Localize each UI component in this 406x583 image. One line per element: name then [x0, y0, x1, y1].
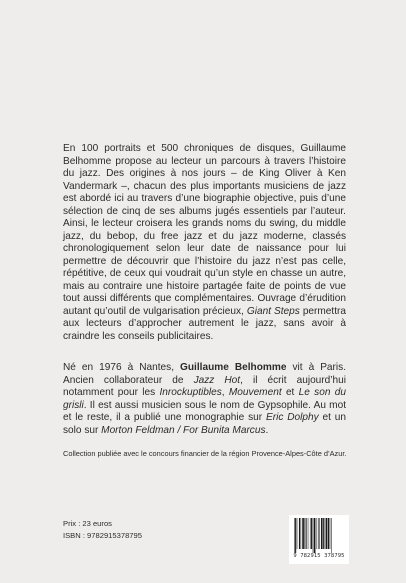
funding-credit: Collection publiée avec le concours financier de la région Provence-Alpes-Côte d’Azur. [63, 449, 347, 458]
barcode-bars [292, 518, 346, 553]
bio-text: , il écrit aujourd’hui notamment pour les [63, 374, 346, 398]
barcode-bar [314, 518, 316, 553]
barcode-bar [317, 518, 318, 549]
publication-name: Inrockuptibles [159, 387, 222, 398]
barcode-bar [308, 518, 309, 549]
barcode-bar [297, 518, 298, 549]
barcode-bar [299, 518, 300, 549]
barcode-bar [325, 518, 326, 549]
price-label: Prix : 23 euros [63, 519, 112, 528]
barcode-bar [311, 518, 312, 549]
barcode-bar [321, 518, 323, 549]
book-name: Morton Feldman / For Bunita Marcus [101, 424, 266, 436]
barcode-bar [304, 518, 305, 549]
bio-text: Né en 1976 à Nantes, [63, 362, 175, 373]
author-name: Guillaume Belhomme [180, 362, 287, 373]
barcode-bar [331, 518, 332, 553]
barcode-bar [295, 518, 296, 553]
bio-text: et un solo sur [63, 412, 347, 436]
price-info [63, 518, 142, 541]
isbn-label: ISBN : 9782915378795 [63, 530, 142, 540]
barcode-bar [323, 518, 324, 549]
barcode-number: 9 782915 378795 [293, 553, 345, 559]
description-text: En 100 portraits et 500 chroniques de disques, Guillaume Belhomme propose au lecteur un parcours à travers l’histoire du jazz. Des origines à nos jours – de King Oliver à Ken Vandermark –, chacun des plus importants musiciens de jazz est abordé ici au travers d’une biographie objective, puis d’une sélection de cinq de ses albums jugés essentiels par l’auteur. Ainsi, le lecteur croisera les grands noms du swing, du middle jazz, du bebop, du free jazz et du jazz moderne, classés chronologiquement selon leur date de naissance pour lui permettre de découvrir que l’histoire du jazz n’est pas celle, répétitive, de ceux qui voudrait qu’un style en chasse un autre, mais au contraire une histoire partagée faite de points de vue tout aussi différents que complémentaires. Ouvrage d’érudition autant qu’outil de vulgarisation précieux, [63, 143, 346, 317]
book-description [63, 143, 346, 343]
author-bio [63, 362, 346, 437]
barcode-bar [310, 518, 311, 549]
publication-name: Mouvement [228, 387, 282, 398]
bio-text: . [265, 424, 269, 436]
barcode-bar [319, 518, 320, 549]
publication-name: Le son du grisli [63, 387, 346, 411]
barcode-bar [328, 518, 330, 549]
barcode-bar [294, 518, 295, 553]
barcode-bar [306, 518, 307, 549]
barcode-bar [318, 518, 319, 549]
barcode-bar [313, 518, 314, 553]
barcode-bar [302, 518, 304, 549]
bio-text: , [221, 387, 225, 398]
bio-text: . Il est aussi musicien sous le nom de Gypsophile. Au mot et le reste, il a publié une monographie sur [63, 399, 346, 423]
barcode-bar [330, 518, 331, 549]
book-title: Giant Steps [246, 305, 300, 317]
description-text-end: permettra aux lecteurs d’approcher autrement le jazz, sans avoir à craindre les conseils publicitaires. [63, 305, 347, 342]
book-name: Eric Dolphy [266, 412, 319, 423]
barcode-bar [301, 518, 302, 549]
bio-text: vit à Paris. Ancien collaborateur de [63, 362, 346, 386]
barcode-bar [326, 518, 327, 549]
barcode [289, 515, 349, 564]
publication-name: Jazz Hot [193, 374, 241, 386]
bio-text: et [285, 387, 295, 398]
